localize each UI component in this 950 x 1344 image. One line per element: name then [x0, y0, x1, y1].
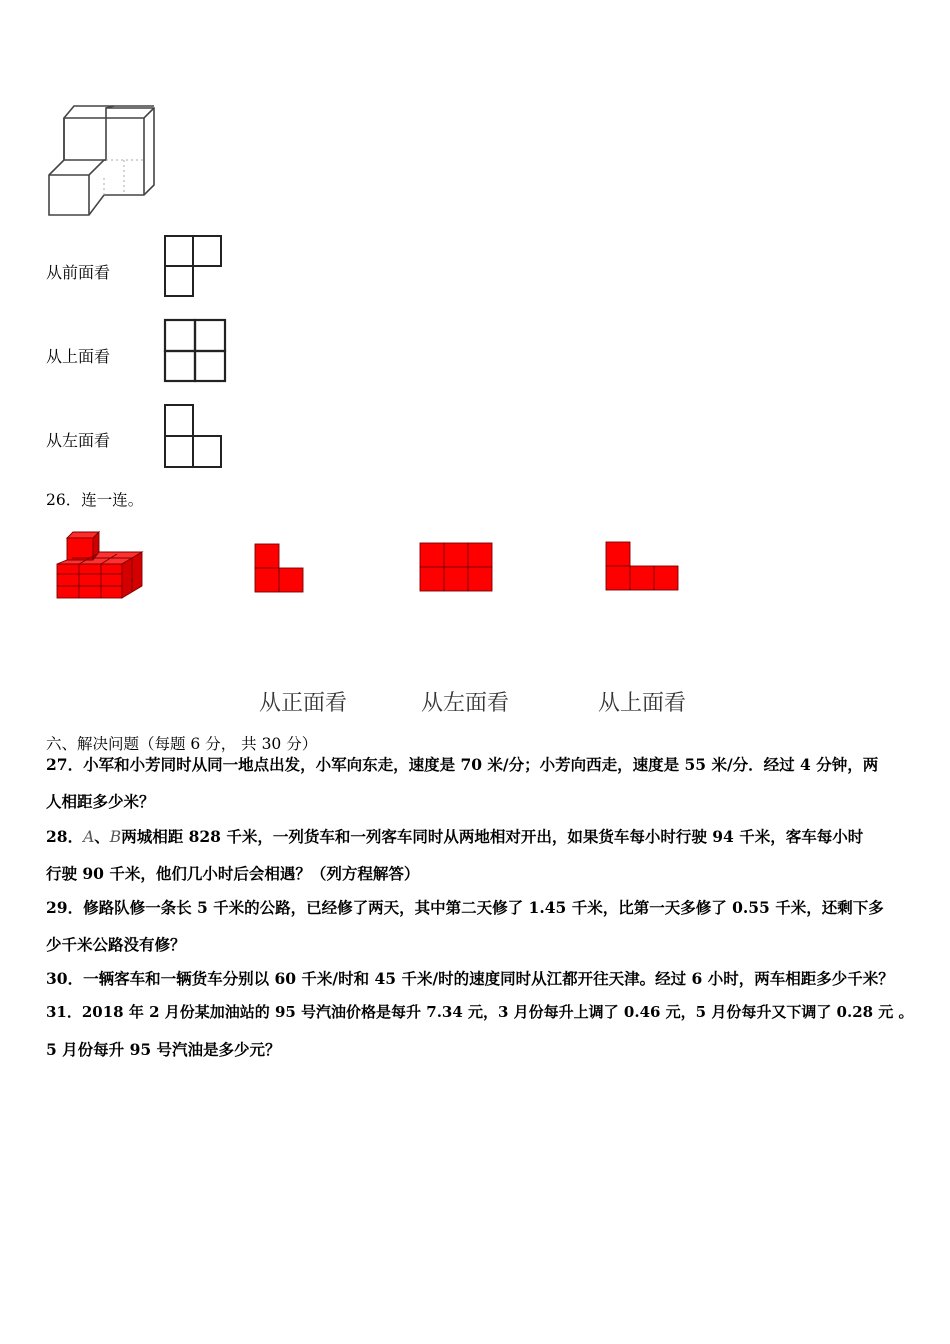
caption-top-view: 从上面看	[598, 691, 687, 716]
caption-left-view: 从左面看	[421, 691, 510, 716]
front-view-label: 从前面看	[46, 263, 111, 282]
city-a: A	[83, 828, 95, 846]
red-shape-l-small	[254, 543, 306, 595]
red-shape-rect	[419, 542, 495, 594]
city-b: B	[109, 828, 122, 846]
q29-line2: 少千米公路没有修？	[46, 935, 186, 954]
left-view-shape	[163, 403, 225, 471]
top-view-shape	[163, 318, 229, 384]
q28-line2: 行驶 90 千米，他们几小时后会相遇？（列方程解答）	[46, 864, 420, 883]
left-view-label: 从左面看	[46, 431, 111, 450]
section-six-title: 六、解决问题（每题 6 分， 共 30 分）	[46, 735, 318, 753]
top-view-label: 从上面看	[46, 347, 111, 366]
q28-separator: 、	[94, 827, 110, 846]
red-cube-cluster	[52, 528, 152, 604]
red-shape-l-long	[605, 541, 681, 593]
q26-title: 26．连一连。	[46, 491, 144, 509]
cube-stack-drawing	[44, 100, 159, 220]
q27-line1: 27．小军和小芳同时从同一地点出发，小军向东走，速度是 70 米/分；小芳向西走，速度是 55 米/分．经过 4 分钟，两	[46, 755, 879, 774]
q29-line1: 29．修路队修一条长 5 千米的公路，已经修了两天，其中第二天修了 1.45 千米，比第一天多修了 0.55 千米，还剩下多	[46, 898, 884, 917]
q28-line1-text: 两城相距 828 千米，一列货车和一列客车同时从两地相对开出，如果货车每小时行驶 94 千米，客车每小时	[121, 827, 864, 846]
q27-line2: 人相距多少米？	[46, 792, 155, 811]
front-view-shape	[163, 234, 225, 300]
q28-line1	[46, 829, 863, 846]
q31-line1: 31．2018 年 2 月份某加油站的 95 号汽油价格是每升 7.34 元，3 月份每升上调了 0.46 元，5 月份每升又下调了 0.28 元 。	[46, 1003, 914, 1021]
q31-line2: 5 月份每升 95 号汽油是多少元？	[46, 1040, 281, 1059]
caption-front-view: 从正面看	[259, 691, 348, 716]
q30-line1: 30．一辆客车和一辆货车分别以 60 千米/时和 45 千米/时的速度同时从江都开往天津。经过 6 小时，两车相距多少千米？	[46, 969, 894, 988]
q28-number: 28．	[46, 827, 84, 846]
